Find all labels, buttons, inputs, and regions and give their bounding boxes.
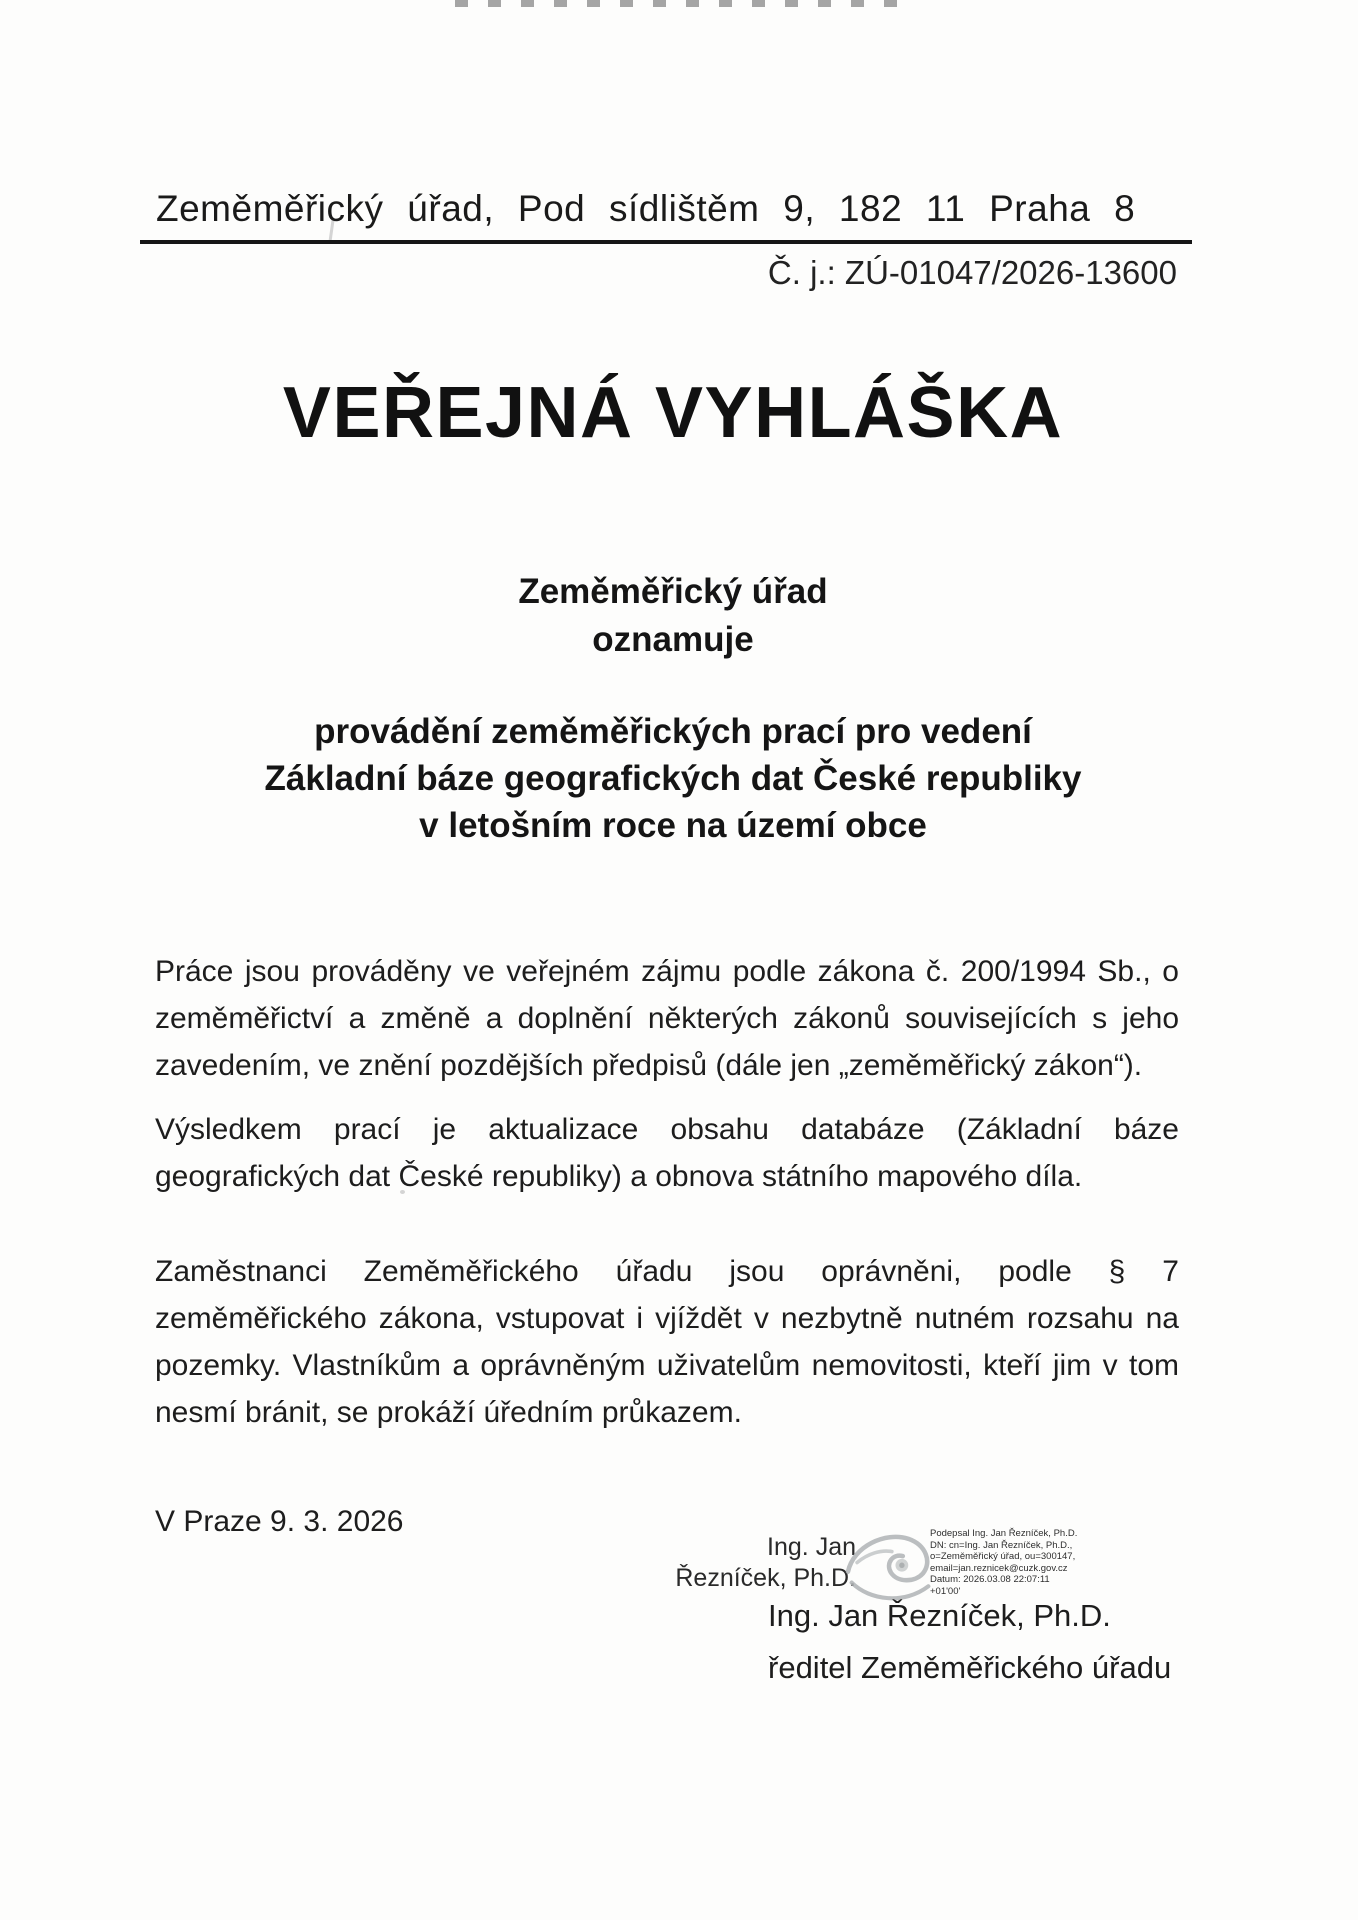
signature-detail-timezone: +01'00' [930,1585,961,1597]
subject-line-2: Základní báze geografických dat České republiky [264,759,1082,798]
announcer-organization: Zeměměřický úřad [518,572,828,611]
signature-detail-datetime: Datum: 2026.03.08 22:07:11 [930,1574,1050,1585]
paragraph-work-result: Výsledkem prací je aktualizace obsahu databáze (Základní báze geografických dat České republiky) a obnova státního mapového díla. [155,1113,1179,1193]
subject-line-1: provádění zeměměřických prací pro vedení [314,712,1032,751]
letterhead-office-address: Zeměměřický úřad, Pod sídlištěm 9, 182 11 Praha 8 [156,188,1136,229]
digital-signature-name [648,1532,856,1594]
subject-block [140,708,1206,849]
paragraph-legal-basis: Práce jsou prováděny ve veřejném zájmu podle zákona č. 200/1994 Sb., o zeměměřictví a změně a doplnění některých zákonů souvisejících s jeho zavedením, ve znění pozdějších předpisů (dále jen „zeměměřický zákon“). [155,955,1179,1082]
letterhead [140,188,1192,244]
paragraph-access-rights: Zaměstnanci Zeměměřického úřadu jsou oprávněni, podle § 7 zeměměřického zákona, vstupovat i vjíždět v nezbytně nutném rozsahu na pozemky. Vlastníkům a oprávněným uživatelům nemovitosti, kteří jim v tom nesmí bránit, se prokáží úředním průkazem. [155,1255,1179,1429]
reference-number: Č. j.: ZÚ-01047/2026-13600 [767,254,1177,291]
digital-signature-name-line-2: Řezníček, Ph.D. [675,1564,856,1592]
scan-artifact [455,0,915,7]
digital-signature-name-line-1: Ing. Jan [767,1533,856,1561]
place-and-date: V Praze 9. 3. 2026 [155,1505,404,1538]
signature-detail-dn: DN: cn=Ing. Jan Řezníček, Ph.D., [930,1539,1073,1551]
digital-signature-details [930,1528,1090,1597]
document-title: VEŘEJNÁ VYHLÁŠKA [282,373,1064,453]
signature-detail-org: o=Zeměměřický úřad, ou=300147, [930,1551,1076,1562]
announcer-block [140,568,1206,664]
announcer-verb: oznamuje [592,620,754,659]
subject-line-3: v letošním roce na území obce [419,806,927,845]
signature-detail-signed-by: Podepsal Ing. Jan Řezníček, Ph.D. [930,1528,1078,1539]
signature-detail-email: email=jan.reznicek@cuzk.gov.cz [930,1562,1068,1574]
signer-name: Ing. Jan Řezníček, Ph.D. [768,1598,1111,1633]
signer-role: ředitel Zeměměřického úřadu [768,1650,1172,1685]
